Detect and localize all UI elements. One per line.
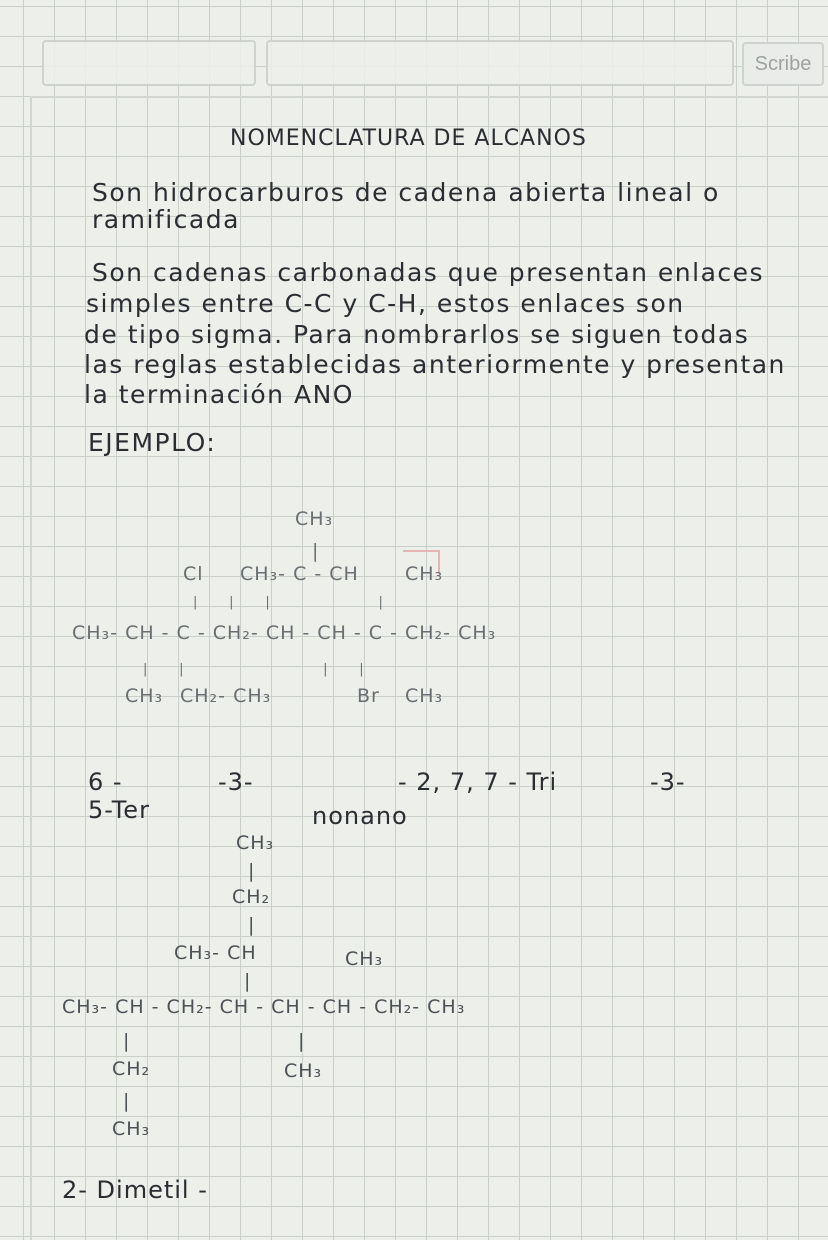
s2-branch: CH₃- CH xyxy=(174,942,257,964)
name-part: 6 - xyxy=(88,768,123,796)
name-part: - 2, 7, 7 - Tri xyxy=(398,768,558,796)
s2-bond: | xyxy=(248,914,256,936)
paragraph2-line: la terminación ANO xyxy=(84,380,354,409)
s2-ch3: CH₃ xyxy=(112,1118,151,1140)
footer-name: 2- Dimetil - xyxy=(62,1176,208,1204)
s1-bond: | xyxy=(312,540,320,562)
s2-ch2: CH₂ xyxy=(232,886,271,908)
s1-main-chain: CH₃- CH - C - CH₂- CH - CH - C - CH₂- CH₃ xyxy=(72,622,497,644)
name-part: 5-Ter xyxy=(88,796,150,824)
s1-ch3-c-ch: CH₃- C - CH xyxy=(240,563,359,585)
paragraph2-line: las reglas establecidas anteriormente y presentan xyxy=(84,350,786,379)
s1-ch3-bottom: CH₃ xyxy=(405,685,444,707)
paragraph2-line: simples entre C-C y C-H, estos enlaces son xyxy=(86,289,685,318)
s2-ch2: CH₂ xyxy=(112,1058,151,1080)
s2-bond: | xyxy=(244,970,252,992)
name-part: -3- xyxy=(218,768,254,796)
s2-ch3-right: CH₃ xyxy=(345,948,384,970)
s2-bond: | xyxy=(248,860,256,882)
s1-bonds: | | | | xyxy=(193,595,384,610)
s1-ethyl: CH₂- CH₃ xyxy=(180,685,272,707)
name-part: nonano xyxy=(312,802,408,830)
header-box-left xyxy=(42,40,256,86)
s2-main-chain: CH₃- CH - CH₂- CH - CH - CH - CH₂- CH₃ xyxy=(62,996,466,1018)
page-title: NOMENCLATURA DE ALCANOS xyxy=(230,126,587,151)
paragraph1-line: ramificada xyxy=(92,205,240,234)
scribe-logo: Scribe xyxy=(742,42,824,86)
s2-bond: | xyxy=(123,1090,131,1112)
s1-ch3-bottom: CH₃ xyxy=(125,685,164,707)
paragraph2-line: de tipo sigma. Para nombrarlos se siguen todas xyxy=(84,320,750,349)
s1-ch3-top: CH₃ xyxy=(295,508,334,530)
paragraph2-line: Son cadenas carbonadas que presentan enlaces xyxy=(92,258,765,287)
s1-cl: Cl xyxy=(183,563,204,585)
s1-bonds: | | | | xyxy=(143,662,365,677)
s2-bond: | xyxy=(298,1030,306,1052)
s1-ch3-right: CH₃ xyxy=(405,563,444,585)
s2-ch3-top: CH₃ xyxy=(236,832,275,854)
s2-ch3: CH₃ xyxy=(284,1060,323,1082)
s1-br: Br xyxy=(357,685,380,707)
header-box-center xyxy=(266,40,734,86)
name-part: -3- xyxy=(650,768,686,796)
s2-bond: | xyxy=(123,1030,131,1052)
example-label: EJEMPLO: xyxy=(88,428,217,457)
paragraph1-line: Son hidrocarburos de cadena abierta lineal o xyxy=(92,178,720,207)
